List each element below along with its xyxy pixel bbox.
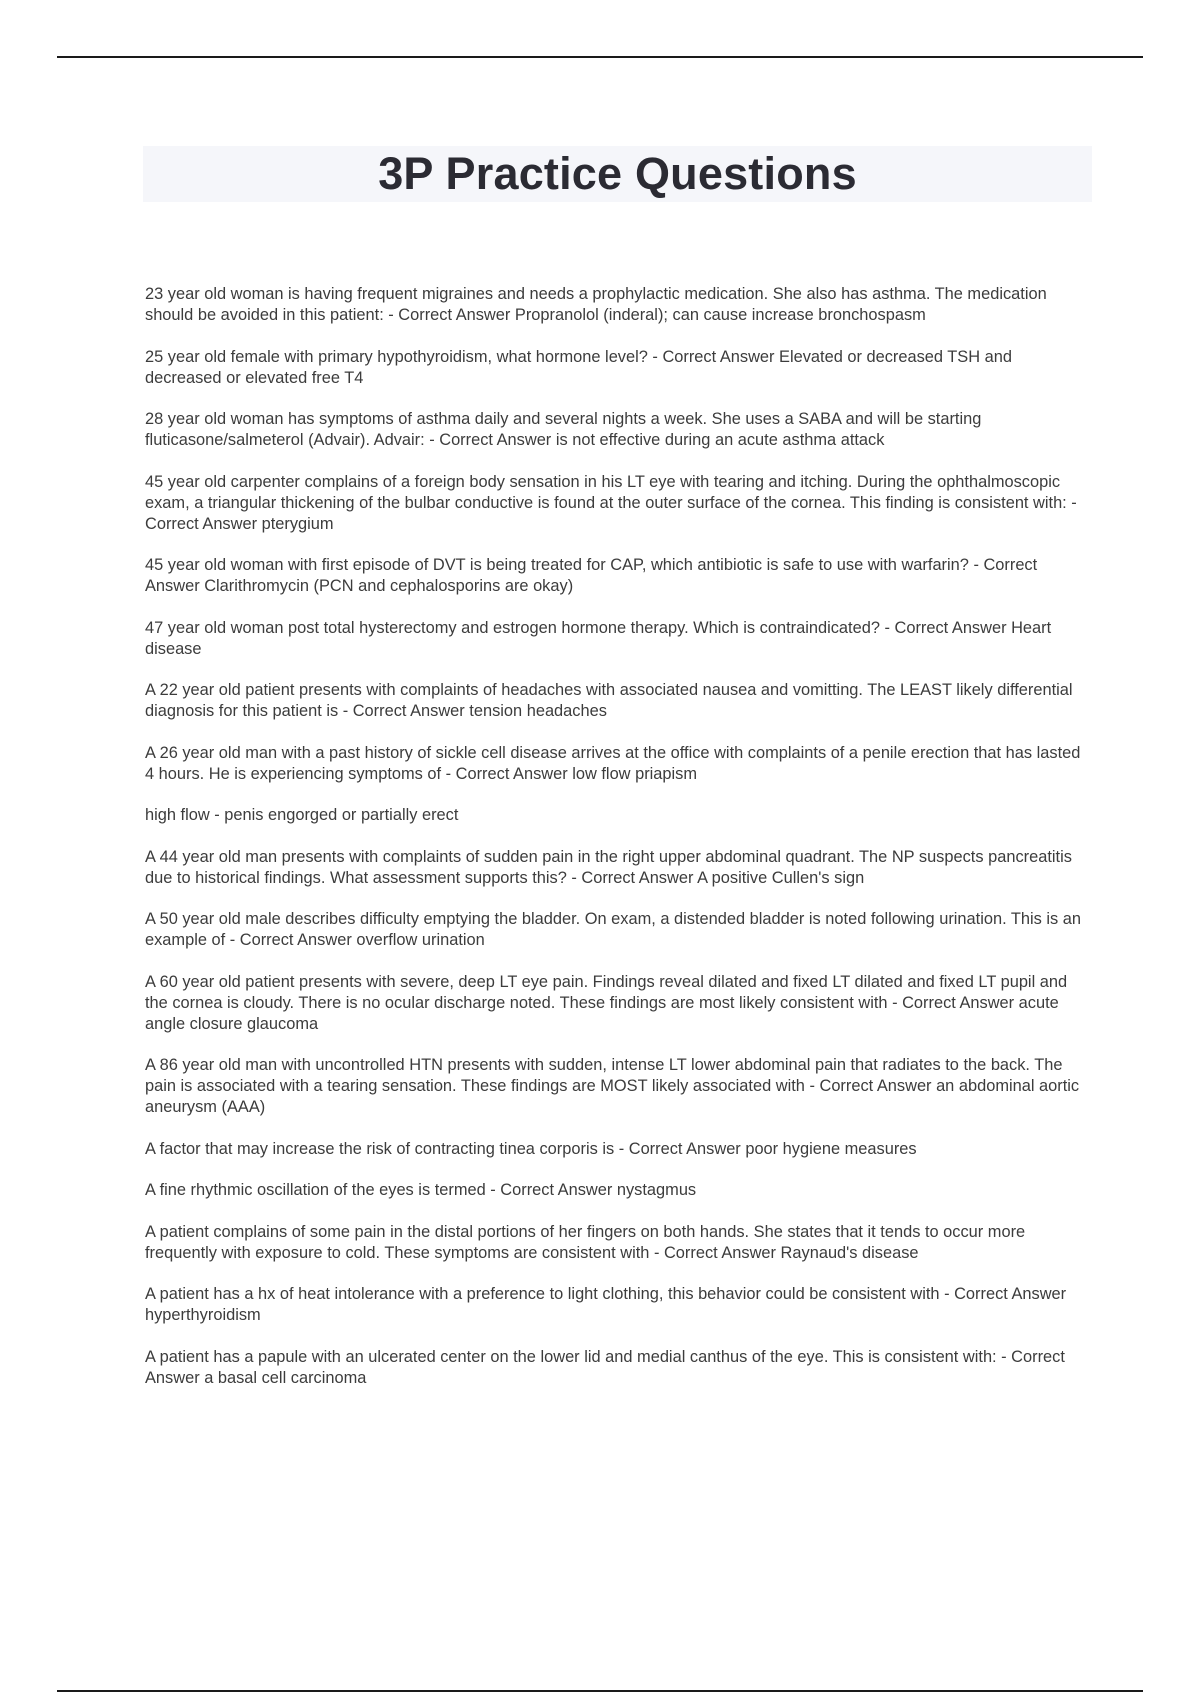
list-item	[145, 1347, 1090, 1389]
list-item	[145, 1284, 1090, 1326]
question-text: A factor that may increase the risk of contracting tinea corporis is - Correct Answer poor hygiene measures	[145, 1139, 917, 1158]
list-item	[145, 472, 1090, 535]
list-item	[145, 555, 1090, 597]
list-item	[145, 909, 1090, 951]
question-text: A 44 year old man presents with complaints of sudden pain in the right upper abdominal quadrant. The NP suspects pancreatitis due to historical findings. What assessment supports this? - Correct Answer A positive Cullen's sign	[145, 847, 1072, 887]
question-text: 28 year old woman has symptoms of asthma daily and several nights a week. She uses a SABA and will be starting fluticasone/salmeterol (Advair). Advair: - Correct Answer is not effective during an acute asthma attack	[145, 410, 982, 449]
list-item	[145, 1222, 1090, 1264]
list-item	[145, 618, 1090, 660]
list-item	[145, 847, 1090, 889]
question-text: 45 year old carpenter complains of a foreign body sensation in his LT eye with tearing and itching. During the ophthalmoscopic exam, a triangular thickening of the bulbar conductive is found at the outer surface of the cornea. This finding is consistent with: - Correct Answer pterygium	[145, 472, 1077, 533]
list-item	[145, 743, 1090, 785]
question-text: A patient has a papule with an ulcerated center on the lower lid and medial canthus of the eye. This is consistent with: - Correct Answer a basal cell carcinoma	[145, 1347, 1065, 1387]
question-text: A 26 year old man with a past history of sickle cell disease arrives at the office with complaints of a penile erection that has lasted 4 hours. He is experiencing symptoms of - Correct Answer low flow priapism	[145, 743, 1081, 783]
question-text: A 60 year old patient presents with severe, deep LT eye pain. Findings reveal dilated and fixed LT dilated and fixed LT pupil and the cornea is cloudy. There is no ocular discharge noted. These findings are most likely consistent with - Correct Answer acute angle closure glaucoma	[145, 972, 1068, 1033]
page-title: 3P Practice Questions	[378, 148, 857, 199]
list-item	[145, 1180, 1090, 1201]
question-text: 45 year old woman with first episode of DVT is being treated for CAP, which antibiotic is safe to use with warfarin? - Correct Answer Clarithromycin (PCN and cephalosporins are okay)	[145, 556, 1038, 595]
bottom-rule	[57, 1690, 1143, 1692]
question-text: A 86 year old man with uncontrolled HTN presents with sudden, intense LT lower abdominal pain that radiates to the back. The pain is associated with a tearing sensation. These findings are MOST likely associated with - Correct Answer an abdominal aortic aneurysm (AAA)	[145, 1056, 1080, 1116]
list-item	[145, 347, 1090, 389]
list-item	[145, 805, 1090, 826]
question-text: 25 year old female with primary hypothyroidism, what hormone level? - Correct Answer Elevated or decreased TSH and decreased or elevated free T4	[145, 347, 1012, 387]
list-item	[145, 680, 1090, 722]
list-item	[145, 972, 1090, 1035]
list-item	[145, 1055, 1090, 1118]
question-text: A patient complains of some pain in the distal portions of her fingers on both hands. She states that it tends to occur more frequently with exposure to cold. These symptoms are consistent with - Correct Answer Raynaud's disease	[145, 1222, 1026, 1262]
question-text: high flow - penis engorged or partially erect	[145, 806, 459, 824]
list-item	[145, 1139, 1090, 1160]
question-list	[145, 284, 1090, 1409]
list-item	[145, 284, 1090, 326]
top-rule	[57, 56, 1143, 58]
question-text: 23 year old woman is having frequent migraines and needs a prophylactic medication. She also has asthma. The medication should be avoided in this patient: - Correct Answer Propranolol (inderal); can cause increase bronchospasm	[145, 285, 1047, 324]
question-text: A 22 year old patient presents with complaints of headaches with associated nausea and vomitting. The LEAST likely differential diagnosis for this patient is - Correct Answer tension headaches	[145, 681, 1073, 720]
question-text: 47 year old woman post total hysterectomy and estrogen hormone therapy. Which is contraindicated? - Correct Answer Heart disease	[145, 618, 1052, 658]
title-band	[143, 146, 1092, 202]
list-item	[145, 409, 1090, 451]
question-text: A 50 year old male describes difficulty emptying the bladder. On exam, a distended bladder is noted following urination. This is an example of - Correct Answer overflow urination	[145, 910, 1082, 949]
question-text: A fine rhythmic oscillation of the eyes is termed - Correct Answer nystagmus	[145, 1181, 697, 1199]
question-text: A patient has a hx of heat intolerance with a preference to light clothing, this behavior could be consistent with - Correct Answer hyperthyroidism	[145, 1285, 1067, 1324]
